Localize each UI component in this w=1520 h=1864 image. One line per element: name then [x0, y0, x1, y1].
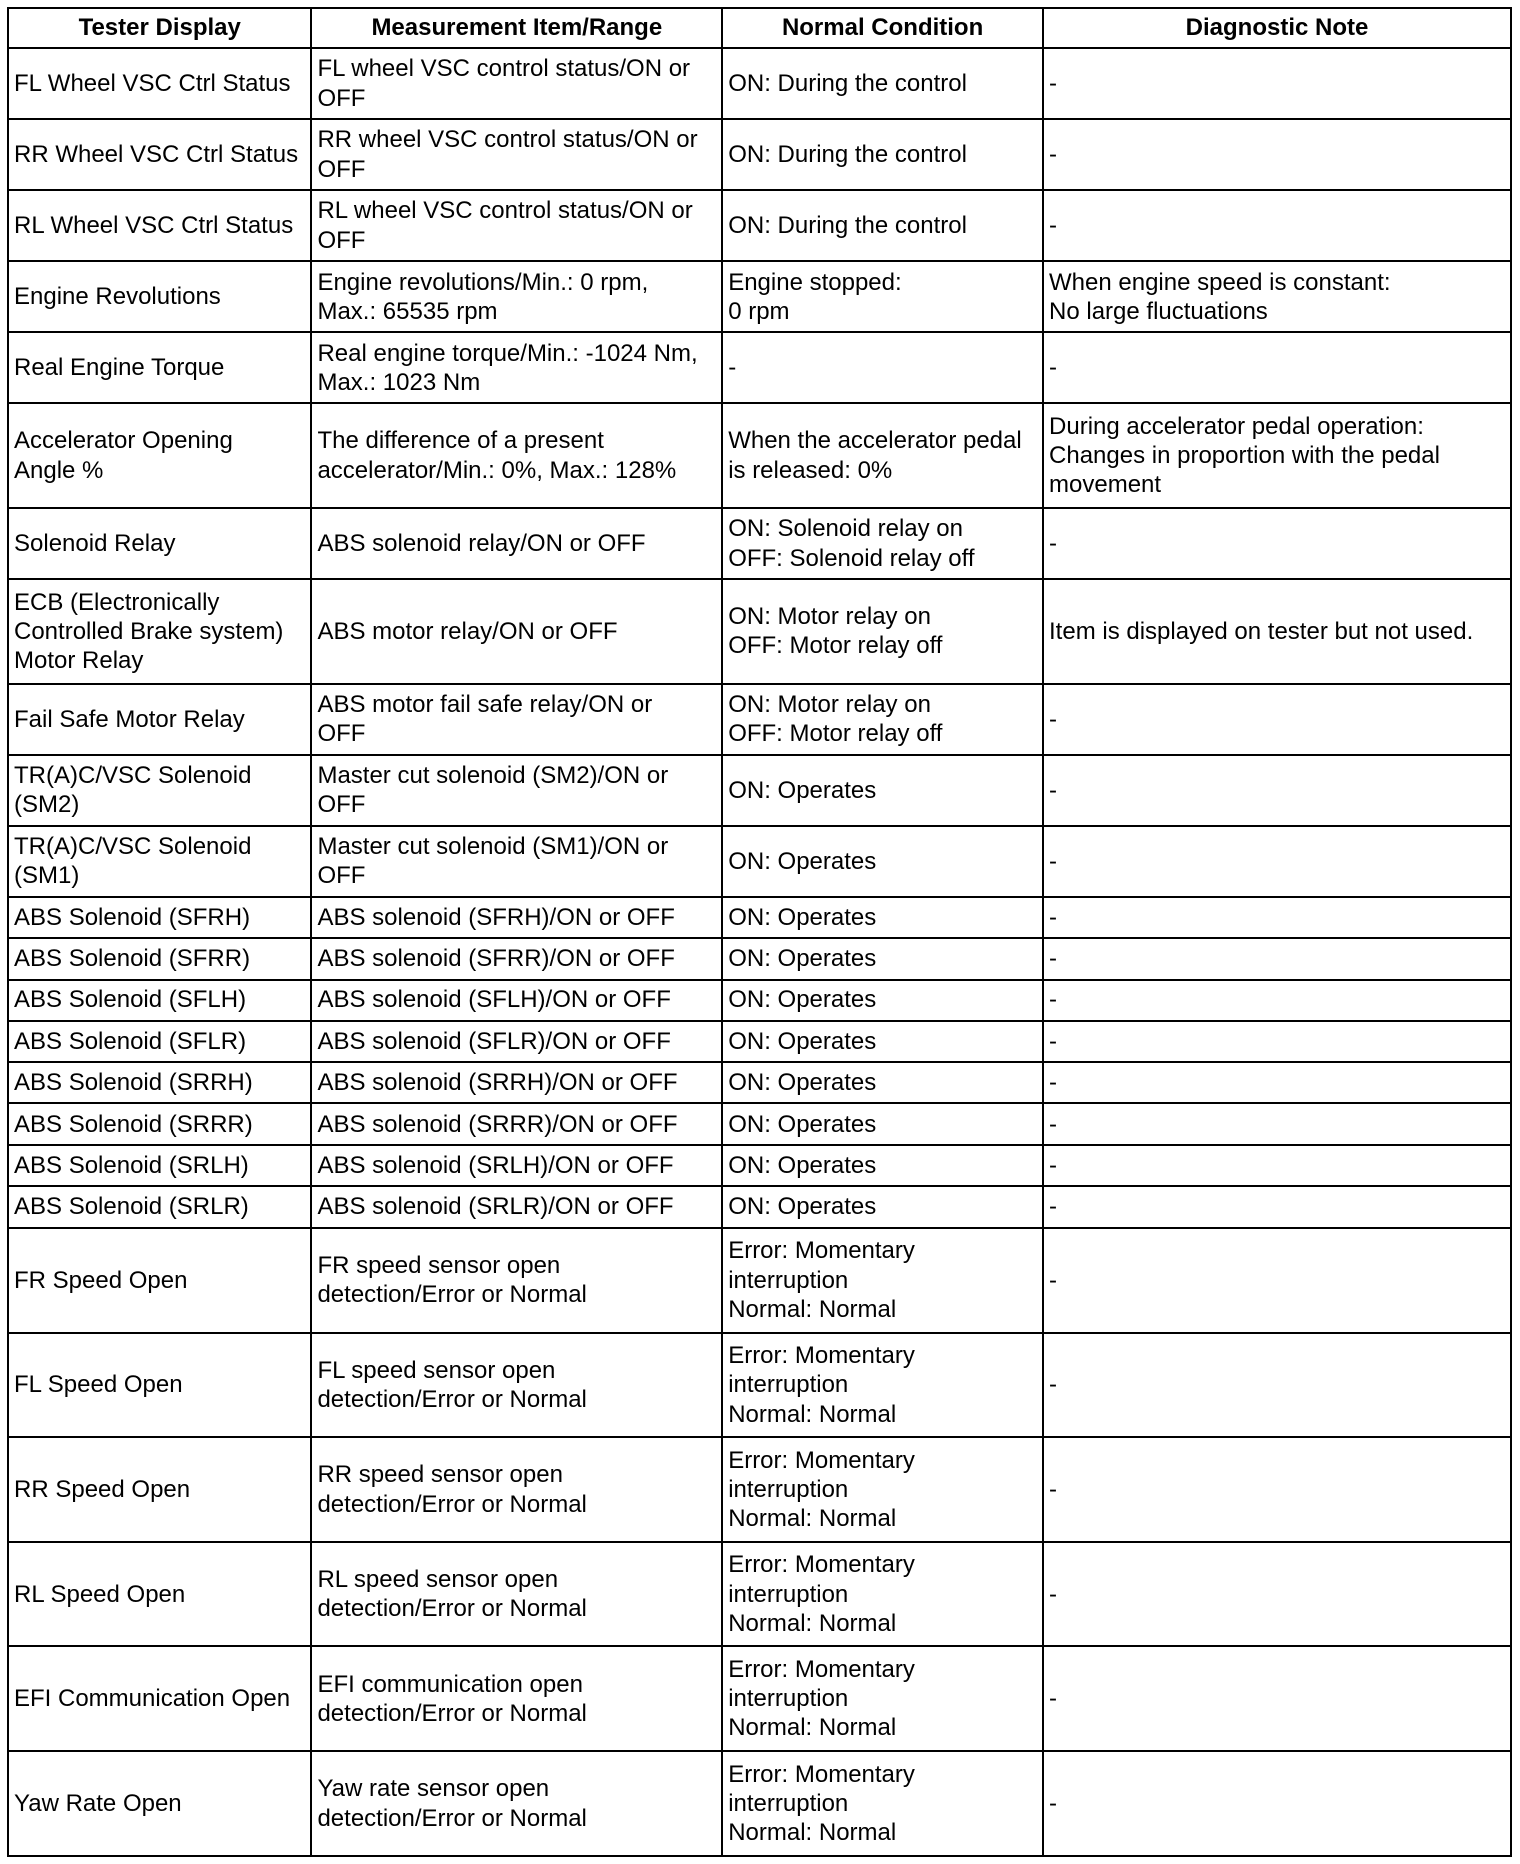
- cell-diagnostic-note: -: [1043, 897, 1511, 938]
- cell-measurement-item: Master cut solenoid (SM1)/ON or OFF: [311, 826, 722, 897]
- cell-diagnostic-note: -: [1043, 332, 1511, 403]
- cell-tester-display: ABS Solenoid (SRRH): [8, 1062, 311, 1103]
- cell-tester-display: ABS Solenoid (SFRR): [8, 938, 311, 980]
- header-measurement-item: Measurement Item/Range: [311, 8, 722, 48]
- table-row: [8, 1228, 1511, 1333]
- cell-tester-display: FR Speed Open: [8, 1228, 311, 1333]
- cell-measurement-item: EFI communication open detection/Error or Normal: [311, 1646, 722, 1751]
- table-row: [8, 508, 1511, 579]
- table-row: [8, 1542, 1511, 1647]
- cell-tester-display: FL Wheel VSC Ctrl Status: [8, 48, 311, 119]
- cell-diagnostic-note: -: [1043, 1145, 1511, 1186]
- cell-normal-condition: ON: During the control: [722, 48, 1043, 119]
- cell-diagnostic-note: When engine speed is constant: No large fluctuations: [1043, 261, 1511, 332]
- table-row: [8, 1103, 1511, 1145]
- cell-tester-display: ABS Solenoid (SFRH): [8, 897, 311, 938]
- cell-tester-display: ECB (Electronically Controlled Brake system) Motor Relay: [8, 579, 311, 684]
- cell-normal-condition: ON: Operates: [722, 755, 1043, 826]
- cell-measurement-item: ABS solenoid (SRRH)/ON or OFF: [311, 1062, 722, 1103]
- table-row: [8, 1646, 1511, 1751]
- cell-normal-condition: ON: Operates: [722, 1062, 1043, 1103]
- cell-tester-display: RR Speed Open: [8, 1437, 311, 1542]
- table-row: [8, 48, 1511, 119]
- table-row: [8, 684, 1511, 755]
- diagnostic-data-table: [7, 7, 1512, 1857]
- table-row: [8, 1437, 1511, 1542]
- cell-normal-condition: ON: Motor relay on OFF: Motor relay off: [722, 579, 1043, 684]
- cell-tester-display: FL Speed Open: [8, 1333, 311, 1438]
- cell-diagnostic-note: -: [1043, 48, 1511, 119]
- table-row: [8, 332, 1511, 403]
- cell-diagnostic-note: -: [1043, 938, 1511, 980]
- cell-measurement-item: Yaw rate sensor open detection/Error or Normal: [311, 1751, 722, 1856]
- cell-diagnostic-note: -: [1043, 755, 1511, 826]
- table-row: [8, 980, 1511, 1021]
- cell-tester-display: Accelerator Opening Angle %: [8, 403, 311, 508]
- cell-measurement-item: ABS solenoid (SRLH)/ON or OFF: [311, 1145, 722, 1186]
- cell-normal-condition: Error: Momentary interruption Normal: Normal: [722, 1646, 1043, 1751]
- header-row: [8, 8, 1511, 48]
- table-row: [8, 190, 1511, 261]
- cell-diagnostic-note: -: [1043, 1103, 1511, 1145]
- table-row: [8, 826, 1511, 897]
- cell-measurement-item: Engine revolutions/Min.: 0 rpm, Max.: 65535 rpm: [311, 261, 722, 332]
- cell-tester-display: Fail Safe Motor Relay: [8, 684, 311, 755]
- cell-tester-display: ABS Solenoid (SRLH): [8, 1145, 311, 1186]
- cell-diagnostic-note: -: [1043, 119, 1511, 190]
- cell-measurement-item: ABS solenoid (SFRH)/ON or OFF: [311, 897, 722, 938]
- cell-normal-condition: Engine stopped: 0 rpm: [722, 261, 1043, 332]
- cell-diagnostic-note: -: [1043, 1062, 1511, 1103]
- cell-measurement-item: RL speed sensor open detection/Error or Normal: [311, 1542, 722, 1647]
- cell-normal-condition: ON: Operates: [722, 980, 1043, 1021]
- cell-diagnostic-note: -: [1043, 826, 1511, 897]
- cell-diagnostic-note: -: [1043, 1333, 1511, 1438]
- cell-diagnostic-note: -: [1043, 1542, 1511, 1647]
- cell-normal-condition: ON: Operates: [722, 826, 1043, 897]
- cell-diagnostic-note: -: [1043, 1021, 1511, 1063]
- cell-measurement-item: The difference of a present accelerator/Min.: 0%, Max.: 128%: [311, 403, 722, 508]
- cell-normal-condition: ON: Operates: [722, 1103, 1043, 1145]
- table-row: [8, 1751, 1511, 1856]
- cell-measurement-item: ABS solenoid relay/ON or OFF: [311, 508, 722, 579]
- cell-tester-display: ABS Solenoid (SFLR): [8, 1021, 311, 1063]
- cell-normal-condition: ON: Operates: [722, 1186, 1043, 1228]
- cell-normal-condition: Error: Momentary interruption Normal: Normal: [722, 1437, 1043, 1542]
- header-diagnostic-note: Diagnostic Note: [1043, 8, 1511, 48]
- cell-measurement-item: ABS solenoid (SFLH)/ON or OFF: [311, 980, 722, 1021]
- cell-diagnostic-note: -: [1043, 190, 1511, 261]
- table-row: [8, 1333, 1511, 1438]
- cell-measurement-item: FL wheel VSC control status/ON or OFF: [311, 48, 722, 119]
- table-row: [8, 897, 1511, 938]
- table-row: [8, 938, 1511, 980]
- table-row: [8, 755, 1511, 826]
- cell-tester-display: ABS Solenoid (SRRR): [8, 1103, 311, 1145]
- cell-normal-condition: ON: Operates: [722, 897, 1043, 938]
- cell-measurement-item: FL speed sensor open detection/Error or Normal: [311, 1333, 722, 1438]
- cell-measurement-item: ABS motor relay/ON or OFF: [311, 579, 722, 684]
- cell-tester-display: ABS Solenoid (SRLR): [8, 1186, 311, 1228]
- cell-tester-display: RR Wheel VSC Ctrl Status: [8, 119, 311, 190]
- cell-normal-condition: ON: Operates: [722, 1145, 1043, 1186]
- cell-measurement-item: RR speed sensor open detection/Error or Normal: [311, 1437, 722, 1542]
- cell-normal-condition: ON: Operates: [722, 1021, 1043, 1063]
- table-row: [8, 261, 1511, 332]
- cell-diagnostic-note: -: [1043, 980, 1511, 1021]
- cell-tester-display: Yaw Rate Open: [8, 1751, 311, 1856]
- table-header: [8, 8, 1511, 48]
- table-row: [8, 403, 1511, 508]
- table-row: [8, 1186, 1511, 1228]
- cell-measurement-item: ABS solenoid (SFLR)/ON or OFF: [311, 1021, 722, 1063]
- cell-tester-display: TR(A)C/VSC Solenoid (SM1): [8, 826, 311, 897]
- table-body: [8, 48, 1511, 1856]
- cell-diagnostic-note: -: [1043, 1186, 1511, 1228]
- cell-diagnostic-note: -: [1043, 684, 1511, 755]
- cell-tester-display: ABS Solenoid (SFLH): [8, 980, 311, 1021]
- cell-tester-display: Real Engine Torque: [8, 332, 311, 403]
- cell-diagnostic-note: -: [1043, 1437, 1511, 1542]
- cell-normal-condition: ON: During the control: [722, 119, 1043, 190]
- table-row: [8, 119, 1511, 190]
- cell-tester-display: RL Speed Open: [8, 1542, 311, 1647]
- cell-normal-condition: When the accelerator pedal is released: 0%: [722, 403, 1043, 508]
- cell-diagnostic-note: -: [1043, 1228, 1511, 1333]
- cell-diagnostic-note: -: [1043, 1751, 1511, 1856]
- cell-normal-condition: Error: Momentary interruption Normal: Normal: [722, 1228, 1043, 1333]
- cell-measurement-item: ABS motor fail safe relay/ON or OFF: [311, 684, 722, 755]
- cell-normal-condition: ON: Operates: [722, 938, 1043, 980]
- cell-tester-display: RL Wheel VSC Ctrl Status: [8, 190, 311, 261]
- cell-diagnostic-note: -: [1043, 508, 1511, 579]
- cell-measurement-item: RL wheel VSC control status/ON or OFF: [311, 190, 722, 261]
- cell-diagnostic-note: -: [1043, 1646, 1511, 1751]
- cell-measurement-item: Master cut solenoid (SM2)/ON or OFF: [311, 755, 722, 826]
- table-row: [8, 1062, 1511, 1103]
- header-tester-display: Tester Display: [8, 8, 311, 48]
- cell-measurement-item: Real engine torque/Min.: -1024 Nm, Max.: 1023 Nm: [311, 332, 722, 403]
- cell-tester-display: TR(A)C/VSC Solenoid (SM2): [8, 755, 311, 826]
- cell-measurement-item: ABS solenoid (SRLR)/ON or OFF: [311, 1186, 722, 1228]
- cell-measurement-item: ABS solenoid (SFRR)/ON or OFF: [311, 938, 722, 980]
- table-row: [8, 1021, 1511, 1063]
- cell-measurement-item: RR wheel VSC control status/ON or OFF: [311, 119, 722, 190]
- cell-normal-condition: ON: Motor relay on OFF: Motor relay off: [722, 684, 1043, 755]
- cell-diagnostic-note: During accelerator pedal operation: Changes in proportion with the pedal movement: [1043, 403, 1511, 508]
- cell-normal-condition: Error: Momentary interruption Normal: Normal: [722, 1542, 1043, 1647]
- header-normal-condition: Normal Condition: [722, 8, 1043, 48]
- table-row: [8, 579, 1511, 684]
- cell-measurement-item: ABS solenoid (SRRR)/ON or OFF: [311, 1103, 722, 1145]
- cell-normal-condition: ON: During the control: [722, 190, 1043, 261]
- cell-normal-condition: Error: Momentary interruption Normal: Normal: [722, 1751, 1043, 1856]
- cell-normal-condition: Error: Momentary interruption Normal: Normal: [722, 1333, 1043, 1438]
- cell-tester-display: EFI Communication Open: [8, 1646, 311, 1751]
- cell-normal-condition: ON: Solenoid relay on OFF: Solenoid relay off: [722, 508, 1043, 579]
- cell-normal-condition: -: [722, 332, 1043, 403]
- cell-measurement-item: FR speed sensor open detection/Error or Normal: [311, 1228, 722, 1333]
- cell-tester-display: Solenoid Relay: [8, 508, 311, 579]
- cell-tester-display: Engine Revolutions: [8, 261, 311, 332]
- cell-diagnostic-note: Item is displayed on tester but not used.: [1043, 579, 1511, 684]
- table-row: [8, 1145, 1511, 1186]
